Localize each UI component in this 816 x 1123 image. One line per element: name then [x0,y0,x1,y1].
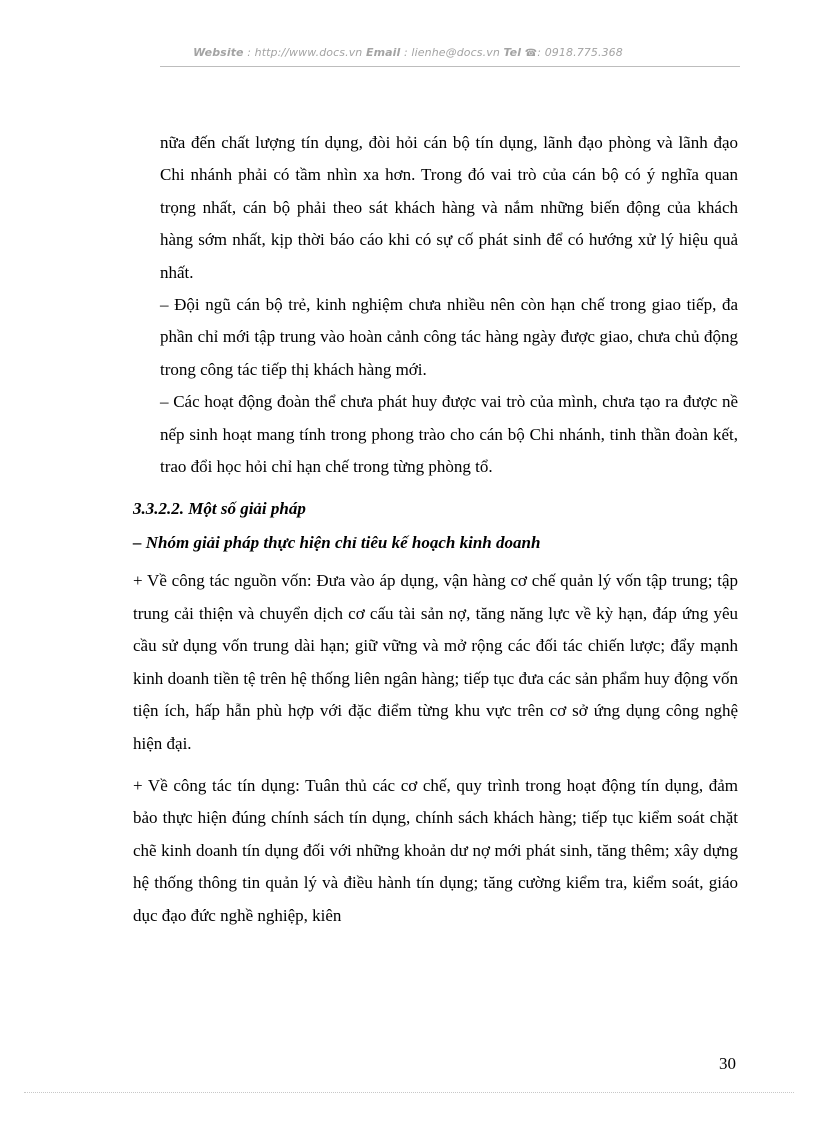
paragraph-bullet-staff: – Đội ngũ cán bộ trẻ, kinh nghiệm chưa nhiều nên còn hạn chế trong giao tiếp, đa phần chỉ mới tập trung vào hoàn cảnh công tác hàng ngày được giao, chưa chủ động trong công tác tiếp thị khách hàng mới. [160,295,738,379]
page-content [0,127,816,932]
paragraph-credit: + Về công tác tín dụng: Tuân thủ các cơ chế, quy trình trong hoạt động tín dụng, đảm bảo thực hiện đúng chính sách tín dụng, chính sách khách hàng; tiếp tục kiểm soát chặt chẽ kinh doanh tín dụng đối với những khoản dư nợ mới phát sinh, tăng thêm; xây dựng hệ thống thông tin quản lý và điều hành tín dụng; tăng cường kiểm tra, kiểm soát, giáo dục đạo đức nghề nghiệp, kiên [133,775,738,925]
phone-icon: ☎ [524,48,538,59]
tel-label: Tel [503,46,522,59]
paragraph-bullet-activities: – Các hoạt động đoàn thể chưa phát huy được vai trò của mình, chưa tạo ra được nề nếp sinh hoạt mang tính trong phong trào cho cán bộ Chi nhánh, tinh thần đoàn kết, trao đổi học hỏi chỉ hạn chế trong từng phòng tổ. [160,392,738,477]
footer-divider [24,1092,794,1093]
section-heading: 3.3.2.2. Một số giải pháp [133,499,306,519]
subheading: – Nhóm giải pháp thực hiện chỉ tiêu kế hoạch kinh doanh [133,533,541,553]
page-header [0,46,816,59]
tel-value: : 0918.775.368 [537,46,623,59]
paragraph-capital: + Về công tác nguồn vốn: Đưa vào áp dụng, vận hàng cơ chế quản lý vốn tập trung; tập trung cải thiện và chuyển dịch cơ cấu tài sản nợ, tăng năng lực về kỳ hạn, đáp ứng yêu cầu sử dụng vốn trung dài hạn; giữ vững và mở rộng các đối tác chiến lược; đẩy mạnh kinh doanh tiền tệ trên hệ thống liên ngân hàng; tiếp tục đưa các sản phẩm huy động vốn tiện ích, hấp hẫn phù hợp với đặc điểm từng khu vực trên cơ sở ứng dụng công nghệ hiện đại. [133,571,738,753]
email-value: : lienhe@docs.vn [400,46,504,59]
header-divider [160,66,740,67]
website-value: : http://www.docs.vn [243,46,366,59]
website-label: Website [193,46,244,59]
page-number: 30 [719,1054,736,1073]
paragraph-continuation: nữa đến chất lượng tín dụng, đòi hỏi cán bộ tín dụng, lãnh đạo phòng và lãnh đạo Chi nhánh phải có tầm nhìn xa hơn. Trong đó vai trò của cán bộ có ý nghĩa quan trọng nhất, cán bộ phải theo sát khách hàng và nắm những biến động của khách hàng sớm nhất, kịp thời báo cáo khi có sự cố phát sinh để có hướng xử lý hiệu quả nhất. [160,133,738,282]
email-label: Email [365,46,401,59]
